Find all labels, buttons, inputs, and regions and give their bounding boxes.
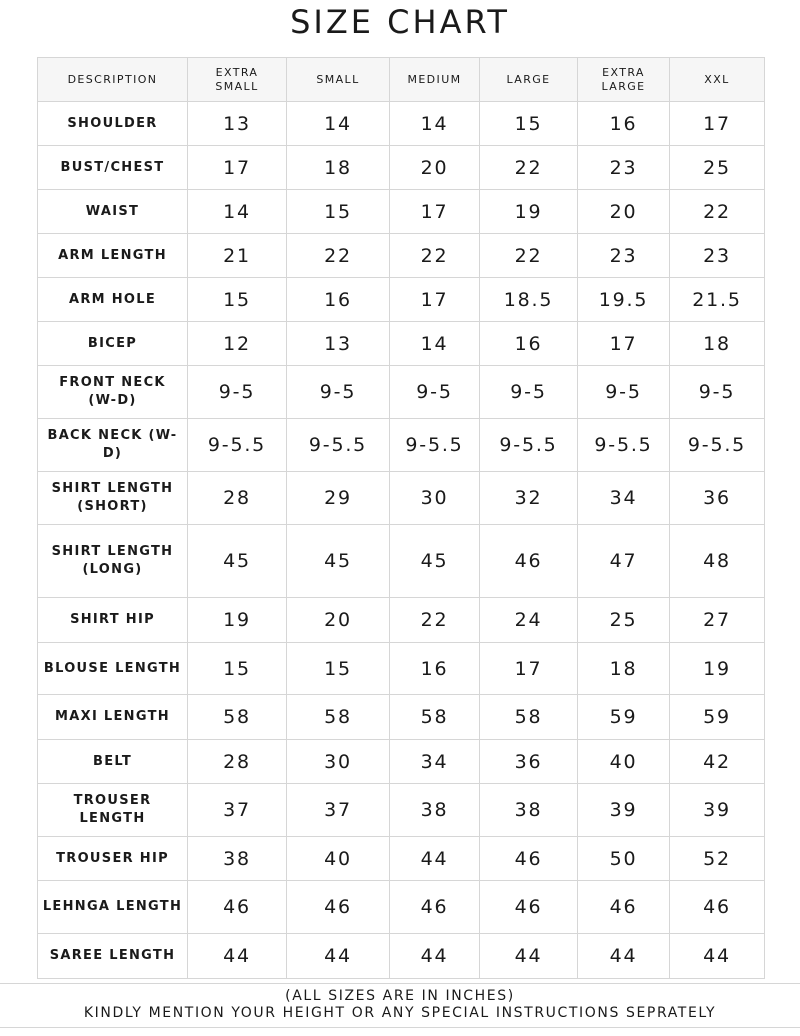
size-value-extra-large: 34 — [578, 472, 670, 525]
size-value-small: 15 — [287, 643, 390, 695]
size-value-xxl: 27 — [670, 598, 765, 643]
table-row — [38, 934, 765, 979]
row-label: BLOUSE LENGTH — [38, 643, 188, 695]
size-value-small: 16 — [287, 278, 390, 322]
header-extra-small: EXTRA SMALL — [188, 58, 287, 102]
size-value-medium: 44 — [390, 837, 480, 881]
size-value-small: 46 — [287, 881, 390, 934]
size-value-extra-small: 12 — [188, 322, 287, 366]
size-value-extra-small: 21 — [188, 234, 287, 278]
size-value-small: 30 — [287, 740, 390, 784]
size-value-medium: 20 — [390, 146, 480, 190]
size-value-xxl: 21.5 — [670, 278, 765, 322]
footer-divider-top — [0, 983, 800, 984]
row-label: BICEP — [38, 322, 188, 366]
row-label: SHIRT HIP — [38, 598, 188, 643]
size-value-extra-large: 9-5 — [578, 366, 670, 419]
header-large: LARGE — [480, 58, 578, 102]
size-value-xxl: 46 — [670, 881, 765, 934]
size-value-extra-small: 58 — [188, 695, 287, 740]
size-value-xxl: 25 — [670, 146, 765, 190]
row-label: SHIRT LENGTH (SHORT) — [38, 472, 188, 525]
size-value-xxl: 39 — [670, 784, 765, 837]
size-value-extra-large: 40 — [578, 740, 670, 784]
size-value-small: 37 — [287, 784, 390, 837]
table-row — [38, 366, 765, 419]
row-label: SAREE LENGTH — [38, 934, 188, 979]
row-label: LEHNGA LENGTH — [38, 881, 188, 934]
size-value-extra-large: 23 — [578, 234, 670, 278]
row-label: SHOULDER — [38, 102, 188, 146]
size-value-large: 15 — [480, 102, 578, 146]
header-extra-large: EXTRA LARGE — [578, 58, 670, 102]
size-value-extra-large: 19.5 — [578, 278, 670, 322]
size-value-large: 36 — [480, 740, 578, 784]
row-label: TROUSER LENGTH — [38, 784, 188, 837]
size-value-extra-small: 15 — [188, 278, 287, 322]
size-value-extra-small: 9-5.5 — [188, 419, 287, 472]
size-value-large: 22 — [480, 146, 578, 190]
size-value-extra-small: 46 — [188, 881, 287, 934]
size-value-medium: 22 — [390, 598, 480, 643]
size-value-extra-small: 9-5 — [188, 366, 287, 419]
row-label: FRONT NECK (W-D) — [38, 366, 188, 419]
row-label: BACK NECK (W-D) — [38, 419, 188, 472]
size-value-small: 18 — [287, 146, 390, 190]
row-label: BUST/CHEST — [38, 146, 188, 190]
size-value-xxl: 19 — [670, 643, 765, 695]
size-value-xxl: 48 — [670, 525, 765, 598]
size-value-extra-small: 14 — [188, 190, 287, 234]
size-chart-table — [37, 57, 765, 979]
size-value-extra-large: 20 — [578, 190, 670, 234]
size-value-medium: 22 — [390, 234, 480, 278]
size-value-extra-large: 47 — [578, 525, 670, 598]
header-description: DESCRIPTION — [38, 58, 188, 102]
size-value-large: 38 — [480, 784, 578, 837]
row-label: MAXI LENGTH — [38, 695, 188, 740]
table-row — [38, 598, 765, 643]
table-row — [38, 278, 765, 322]
size-value-medium: 14 — [390, 322, 480, 366]
size-value-medium: 46 — [390, 881, 480, 934]
size-value-extra-large: 46 — [578, 881, 670, 934]
size-value-medium: 38 — [390, 784, 480, 837]
size-value-extra-large: 23 — [578, 146, 670, 190]
size-value-extra-large: 39 — [578, 784, 670, 837]
size-value-extra-large: 17 — [578, 322, 670, 366]
header-xxl: XXL — [670, 58, 765, 102]
size-value-medium: 16 — [390, 643, 480, 695]
size-value-medium: 9-5.5 — [390, 419, 480, 472]
table-row — [38, 784, 765, 837]
size-value-large: 46 — [480, 881, 578, 934]
size-value-small: 13 — [287, 322, 390, 366]
size-value-small: 9-5 — [287, 366, 390, 419]
size-value-extra-small: 19 — [188, 598, 287, 643]
table-row — [38, 234, 765, 278]
size-value-medium: 9-5 — [390, 366, 480, 419]
size-value-medium: 44 — [390, 934, 480, 979]
table-row — [38, 881, 765, 934]
size-value-xxl: 9-5 — [670, 366, 765, 419]
size-value-extra-small: 17 — [188, 146, 287, 190]
size-value-extra-large: 50 — [578, 837, 670, 881]
size-value-large: 32 — [480, 472, 578, 525]
size-value-large: 46 — [480, 837, 578, 881]
size-value-xxl: 9-5.5 — [670, 419, 765, 472]
size-value-xxl: 52 — [670, 837, 765, 881]
row-label: ARM LENGTH — [38, 234, 188, 278]
row-label: ARM HOLE — [38, 278, 188, 322]
row-label: BELT — [38, 740, 188, 784]
size-value-extra-large: 18 — [578, 643, 670, 695]
size-value-small: 15 — [287, 190, 390, 234]
size-value-small: 20 — [287, 598, 390, 643]
size-value-extra-small: 37 — [188, 784, 287, 837]
table-row — [38, 419, 765, 472]
size-value-large: 44 — [480, 934, 578, 979]
size-value-medium: 58 — [390, 695, 480, 740]
table-row — [38, 322, 765, 366]
size-value-medium: 17 — [390, 190, 480, 234]
size-value-medium: 30 — [390, 472, 480, 525]
size-value-small: 29 — [287, 472, 390, 525]
size-value-small: 22 — [287, 234, 390, 278]
size-value-medium: 14 — [390, 102, 480, 146]
table-row — [38, 525, 765, 598]
size-value-xxl: 59 — [670, 695, 765, 740]
size-value-extra-small: 28 — [188, 472, 287, 525]
size-value-small: 44 — [287, 934, 390, 979]
row-label: SHIRT LENGTH (LONG) — [38, 525, 188, 598]
size-value-extra-large: 44 — [578, 934, 670, 979]
size-value-medium: 45 — [390, 525, 480, 598]
size-value-large: 22 — [480, 234, 578, 278]
size-value-xxl: 18 — [670, 322, 765, 366]
table-row — [38, 146, 765, 190]
size-value-small: 58 — [287, 695, 390, 740]
size-value-xxl: 36 — [670, 472, 765, 525]
size-value-extra-large: 59 — [578, 695, 670, 740]
size-value-xxl: 22 — [670, 190, 765, 234]
size-value-large: 9-5.5 — [480, 419, 578, 472]
size-value-large: 16 — [480, 322, 578, 366]
row-label: WAIST — [38, 190, 188, 234]
size-value-medium: 34 — [390, 740, 480, 784]
size-value-extra-small: 13 — [188, 102, 287, 146]
size-value-extra-small: 28 — [188, 740, 287, 784]
size-value-large: 17 — [480, 643, 578, 695]
size-value-large: 46 — [480, 525, 578, 598]
size-value-xxl: 17 — [670, 102, 765, 146]
table-row — [38, 695, 765, 740]
header-row — [38, 58, 765, 102]
size-value-extra-large: 25 — [578, 598, 670, 643]
header-medium: MEDIUM — [390, 58, 480, 102]
size-value-large: 58 — [480, 695, 578, 740]
footer-divider-bottom — [0, 1027, 800, 1028]
size-value-xxl: 44 — [670, 934, 765, 979]
table-row — [38, 740, 765, 784]
page-title: SIZE CHART — [290, 3, 510, 41]
size-value-large: 9-5 — [480, 366, 578, 419]
size-value-large: 19 — [480, 190, 578, 234]
size-value-xxl: 23 — [670, 234, 765, 278]
size-value-extra-large: 16 — [578, 102, 670, 146]
footer-note — [0, 988, 800, 1022]
size-value-medium: 17 — [390, 278, 480, 322]
table-row — [38, 190, 765, 234]
size-value-small: 9-5.5 — [287, 419, 390, 472]
size-value-small: 14 — [287, 102, 390, 146]
row-label: TROUSER HIP — [38, 837, 188, 881]
size-value-small: 45 — [287, 525, 390, 598]
size-value-extra-small: 15 — [188, 643, 287, 695]
size-value-large: 18.5 — [480, 278, 578, 322]
size-value-extra-small: 45 — [188, 525, 287, 598]
table-row — [38, 102, 765, 146]
footer-units-note: (ALL SIZES ARE IN INCHES) — [285, 988, 515, 1004]
table-row — [38, 837, 765, 881]
size-value-extra-small: 44 — [188, 934, 287, 979]
table-row — [38, 472, 765, 525]
footer-instructions-note: KINDLY MENTION YOUR HEIGHT OR ANY SPECIAL INSTRUCTIONS SEPRATELY — [83, 1005, 717, 1021]
size-value-extra-small: 38 — [188, 837, 287, 881]
header-small: SMALL — [287, 58, 390, 102]
size-value-large: 24 — [480, 598, 578, 643]
table-row — [38, 643, 765, 695]
size-value-xxl: 42 — [670, 740, 765, 784]
size-value-extra-large: 9-5.5 — [578, 419, 670, 472]
size-value-small: 40 — [287, 837, 390, 881]
